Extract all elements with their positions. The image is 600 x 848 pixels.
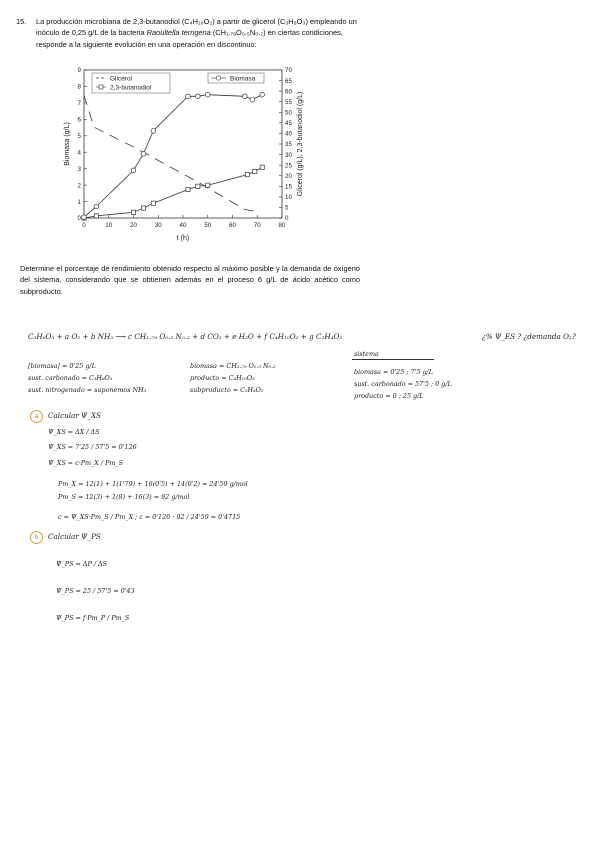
x-tick-label: 20 xyxy=(130,222,137,229)
x-tick-label: 60 xyxy=(229,222,236,229)
problem-line-1: La producción microbiana de 2,3-butanodiol (C₄H₁₀O₂) a partir de glicerol (C₃H₈O₃) empleando un xyxy=(36,17,357,26)
xs-definition: Ψ_XS = ΔX / ΔS xyxy=(48,428,100,436)
legend-biomasa-label: Biomasa xyxy=(230,75,256,83)
reaction-equation: C₃H₈O₃ + a O₂ + b NH₃ ⟶ c CH₁.₇₉ O₀.₅ N₀.₂ + d CO₂ + e H₂O + f C₄H₁₀O₂ + g C₂H₄O₂ xyxy=(28,332,343,341)
biomasa-point xyxy=(186,94,191,99)
legend-butanodiol-marker xyxy=(99,85,103,89)
butanodiol-point xyxy=(253,169,257,173)
y-left-tick-label: 3 xyxy=(77,165,81,173)
y-left-tick-label: 6 xyxy=(77,116,81,124)
y-right-tick-label: 25 xyxy=(285,162,292,170)
fermentation-chart xyxy=(56,60,306,250)
butanodiol-point xyxy=(141,206,145,210)
legend-left xyxy=(92,73,170,93)
pm-biomasa: Pm_X = 12(1) + 1(1'79) + 16(0'5) + 14(0'2) = 24'59 g/mol xyxy=(58,480,248,488)
query-text: ¿% Ψ_ES ? ¿demanda O₂? xyxy=(482,332,576,341)
x-tick-label: 10 xyxy=(105,222,113,229)
sistema-biomasa: biomasa = 0'25 ; 7'5 g/L xyxy=(354,368,433,376)
question-text: Determine el porcentaje de rendimiento obtenido respecto al máximo posible y la demanda de oxígeno del sistema, considerando que se obtienen además en el proceso 6 g/L de ácido acético como subproducto. xyxy=(20,264,360,296)
series-layer xyxy=(82,92,265,220)
y-right-axis-label: Glicerol (g/L), 2,3-butanodiol (g/L) xyxy=(297,91,304,197)
y-right-tick-label: 70 xyxy=(285,67,292,75)
y-left-tick-label: 8 xyxy=(77,83,81,91)
y-left-tick-label: 0 xyxy=(77,215,81,223)
ps-definition: Ψ_PS = ΔP / ΔS xyxy=(56,560,108,568)
ps-formula: Ψ_PS = f·Pm_P / Pm_S xyxy=(56,614,130,622)
bacteria-name: Raoultella terrigena xyxy=(146,28,211,38)
biomasa-point xyxy=(151,129,156,134)
x-tick-label: 50 xyxy=(204,222,212,229)
legend-glicerol-label: Glicerol xyxy=(110,75,133,83)
legend-butanodiol-label: 2,3-butanodiol xyxy=(110,84,152,92)
biomasa-point xyxy=(205,92,210,97)
xs-value: Ψ_XS = 7'25 / 57'5 = 0'126 xyxy=(48,443,137,451)
x-tick-label: 80 xyxy=(278,222,286,229)
y-right-tick-label: 35 xyxy=(285,141,292,149)
y-right-tick-label: 10 xyxy=(285,194,292,202)
y-right-tick-label: 45 xyxy=(285,120,292,128)
butanodiol-point xyxy=(196,184,200,188)
x-tick-label: 0 xyxy=(82,222,86,229)
sistema-sust: sust. carbonado = 57'5 ; 0 g/L xyxy=(354,380,452,388)
butanodiol-point xyxy=(94,214,98,218)
biomasa-point xyxy=(250,97,255,102)
problem-body xyxy=(36,16,372,50)
biomasa-point xyxy=(196,94,201,99)
step-a-marker: a xyxy=(30,410,43,423)
pm-sustrato: Pm_S = 12(3) + 1(8) + 16(3) = 92 g/mol xyxy=(58,493,190,501)
legend-biomasa-marker xyxy=(216,76,220,80)
y-left-tick-label: 9 xyxy=(77,67,81,75)
y-right-tick-label: 55 xyxy=(285,98,292,106)
ps-value: Ψ_PS = 25 / 57'5 = 0'43 xyxy=(56,587,135,595)
y-left-tick-label: 2 xyxy=(77,182,81,190)
problem-number: 15. xyxy=(16,17,27,26)
y-left-tick-label: 4 xyxy=(77,149,81,157)
biomasa-point xyxy=(94,204,99,209)
biomasa-point xyxy=(141,152,146,157)
butanodiol-point xyxy=(245,173,249,177)
legend-right xyxy=(208,73,264,83)
biomasa-point xyxy=(260,92,265,97)
problem-line-2a: inóculo de 0,25 g/L de la bacteria xyxy=(36,28,147,38)
problem-line-2b: (CH₁.₇₉O₀.₅N₀.₂) en ciertas condiciones, xyxy=(210,28,343,38)
c-calculation: c = Ψ_XS·Pm_S / Pm_X ; c = 0'126 · 92 / 24'59 = 0'4715 xyxy=(58,513,241,521)
subproducto-formula: subproducto = C₂H₄O₂ xyxy=(190,386,264,394)
x-tick-label: 30 xyxy=(154,222,162,229)
y-left-tick-label: 7 xyxy=(77,100,81,108)
problem-line-3: responde a la siguiente evolución en una operación en discontinuo: xyxy=(36,39,257,49)
y-right-tick-label: 20 xyxy=(285,172,292,180)
y-right-tick-label: 50 xyxy=(285,109,292,117)
butanodiol-point xyxy=(151,201,155,205)
y-left-axis-label: Biomasa (g/L) xyxy=(64,122,71,166)
sust-carbonado: sust. carbonado = C₃H₈O₃ xyxy=(28,374,113,382)
biomasa-point xyxy=(82,215,87,220)
step-b-title: Calcular Ψ_PS xyxy=(48,532,101,541)
biomasa-point xyxy=(243,94,248,99)
series-line-glicerol xyxy=(84,95,257,211)
butanodiol-point xyxy=(206,183,210,187)
step-a-title: Calcular Ψ_XS xyxy=(48,411,101,420)
sistema-producto: producto = 0 ; 25 g/L xyxy=(354,392,424,400)
x-tick-label: 70 xyxy=(253,222,261,229)
butanodiol-point xyxy=(186,187,190,191)
butanodiol-point xyxy=(260,165,264,169)
y-right-tick-label: 30 xyxy=(285,151,292,159)
series-line-biomasa xyxy=(84,95,262,218)
sistema-underline xyxy=(352,359,434,360)
problem-statement xyxy=(16,16,372,50)
y-left-tick-label: 5 xyxy=(77,132,81,140)
sust-nitrogenado: sust. nitrogenado = suponemos NH₃ xyxy=(28,386,147,394)
xs-formula: Ψ_XS = c·Pm_X / Pm_S xyxy=(48,459,124,467)
y-right-tick-label: 40 xyxy=(285,130,292,138)
chart-svg xyxy=(56,60,306,250)
sistema-title: sistema xyxy=(354,350,379,358)
biomasa-formula: biomasa = CH₁.₇₉ O₀.₅ N₀.₂ xyxy=(190,362,276,370)
y-right-tick-label: 60 xyxy=(285,88,292,96)
y-right-tick-label: 15 xyxy=(285,183,292,191)
y-right-tick-label: 0 xyxy=(285,215,289,223)
x-axis-label: t (h) xyxy=(176,235,190,242)
producto-formula: producto = C₄H₁₀O₂ xyxy=(190,374,255,382)
x-tick-label: 40 xyxy=(179,222,187,229)
biomasa-point xyxy=(131,168,136,173)
y-right-tick-label: 65 xyxy=(285,77,292,85)
butanodiol-point xyxy=(131,210,135,214)
biomasa-concentration: [biomasa] = 0'25 g/L xyxy=(28,362,96,370)
y-right-tick-label: 5 xyxy=(285,204,289,212)
step-b-marker: b xyxy=(30,531,43,544)
y-left-tick-label: 1 xyxy=(77,198,81,206)
